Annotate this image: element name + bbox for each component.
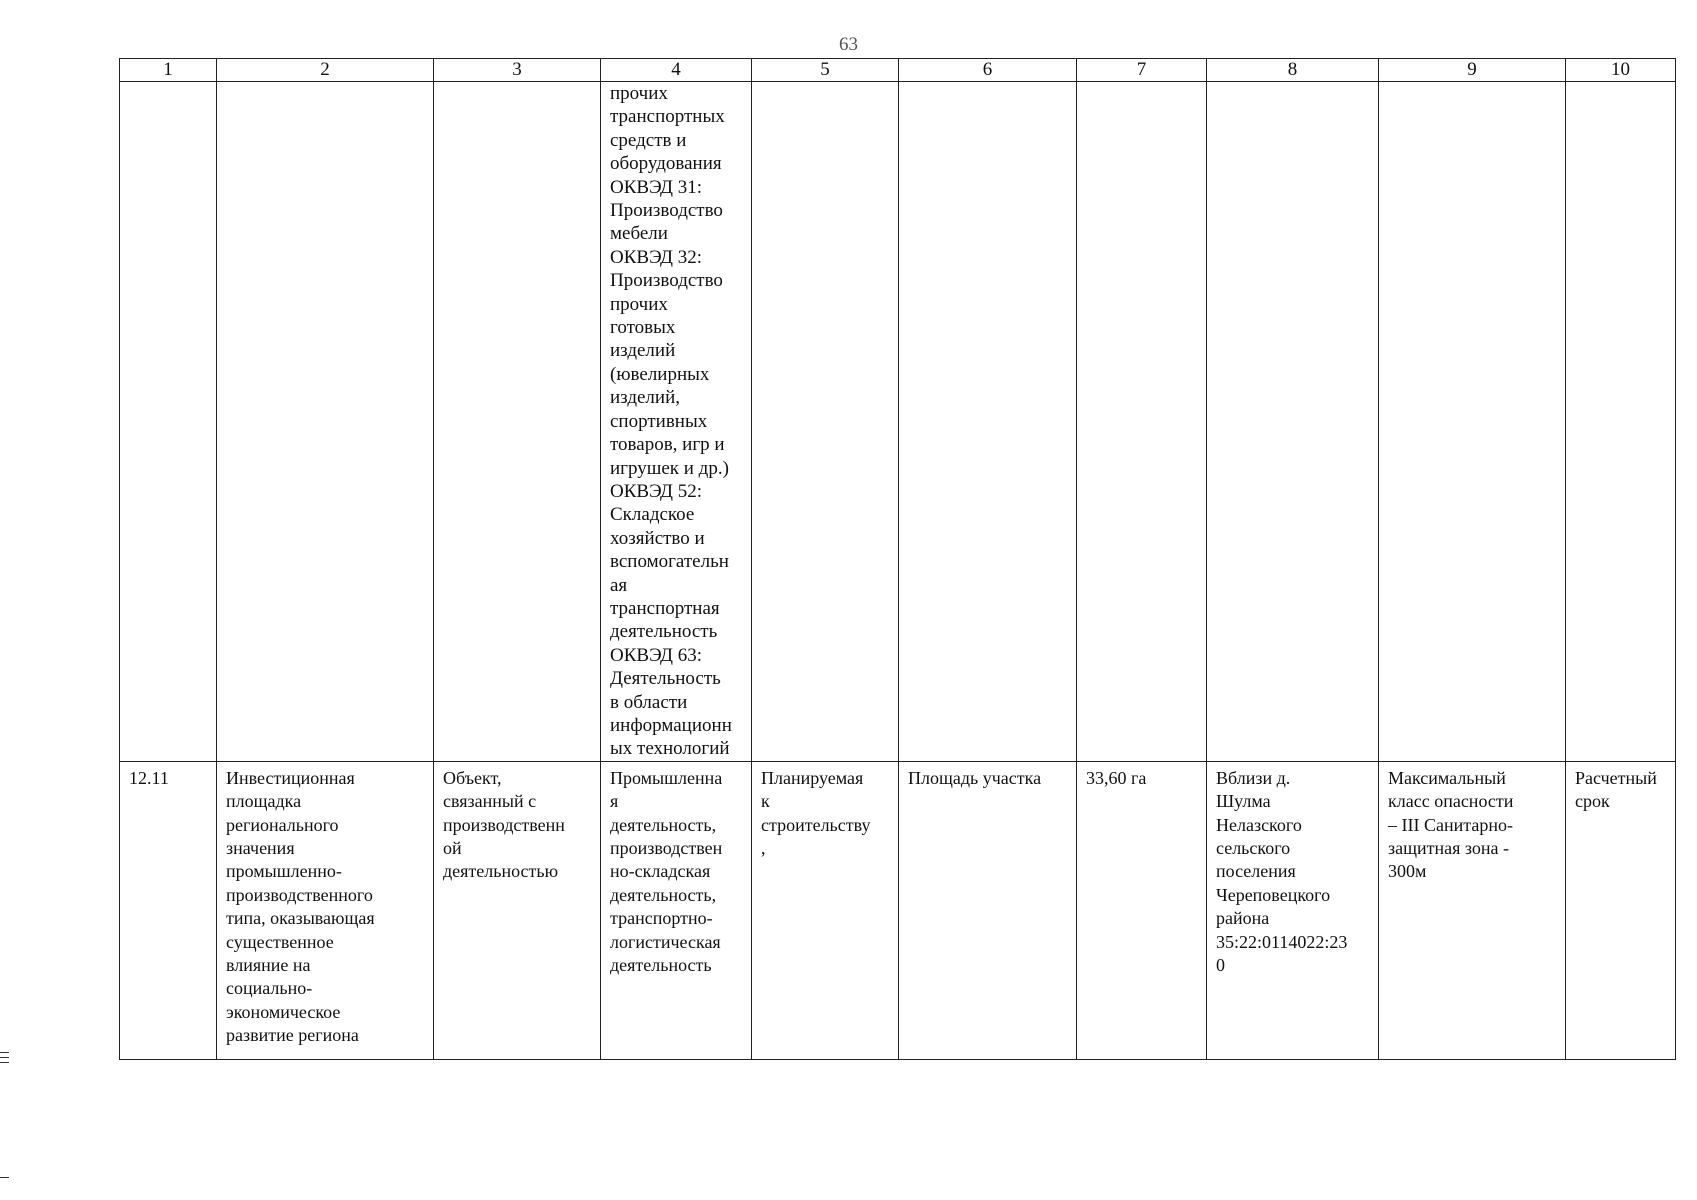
- cell-line: ОКВЭД 32:: [610, 246, 703, 268]
- header-cell-1: 1: [120, 59, 217, 82]
- cell-line: ой: [443, 838, 462, 858]
- cell-line: в области: [610, 691, 688, 713]
- cell-line: класс опасности: [1388, 791, 1514, 812]
- cell-line: Производство: [610, 270, 723, 292]
- cell-line: но-складская: [610, 861, 711, 882]
- cell-line: развитие региона: [226, 1025, 359, 1046]
- term-cell: [1566, 761, 1676, 1059]
- cell-line: ОКВЭД 52:: [610, 480, 703, 502]
- cell-line: производственного: [226, 884, 373, 905]
- document-table: [119, 58, 1676, 1060]
- cell-line: спортивных: [610, 410, 708, 432]
- cell-line: площадка: [226, 791, 302, 812]
- cell-line: 0: [1216, 955, 1225, 976]
- cell-line: информационн: [610, 714, 732, 736]
- cell-line: игрушек и др.): [610, 457, 729, 479]
- table-cell: [217, 82, 434, 762]
- header-cell-4: 4: [601, 59, 752, 82]
- cell-line: значения: [226, 838, 295, 858]
- cell-line: транспортная: [610, 597, 720, 619]
- cell-line: Шулма: [1216, 791, 1271, 812]
- cell-line: Деятельность: [610, 668, 721, 690]
- margin-tick: [0, 1177, 9, 1178]
- cell-line: транспортных: [610, 106, 725, 128]
- cell-line: ОКВЭД 63:: [610, 644, 703, 666]
- object-type-cell: [434, 761, 601, 1059]
- cell-line: изделий: [610, 340, 676, 362]
- cell-line: экономическое: [226, 1001, 341, 1022]
- cell-line: влияние на: [226, 955, 311, 976]
- cell-line: прочих: [610, 83, 668, 104]
- cell-line: деятельность,: [610, 814, 717, 835]
- cell-line: защитная зона -: [1388, 838, 1509, 858]
- margin-tick: [0, 1062, 9, 1063]
- cell-line: существенное: [226, 931, 334, 952]
- cell-line: товаров, игр и: [610, 434, 725, 456]
- cell-line: вспомогательн: [610, 551, 729, 573]
- okved-activity-cell: [601, 82, 752, 762]
- cell-line: строительству: [761, 814, 871, 835]
- cell-line: ая: [610, 574, 628, 596]
- cell-line: ,: [761, 838, 766, 858]
- table-row-continuation: [120, 82, 1676, 762]
- cell-line: регионального: [226, 814, 339, 835]
- header-row: [120, 59, 1676, 82]
- cell-line: ых технологий: [610, 738, 730, 760]
- cell-line: деятельность: [610, 955, 712, 976]
- cell-line: Промышленна: [610, 767, 723, 788]
- table-cell: [1207, 82, 1379, 762]
- cell-line: Расчетный: [1575, 767, 1657, 788]
- object-name-cell: [217, 761, 434, 1059]
- cell-line: логистическая: [610, 931, 721, 952]
- cell-line: Максимальный: [1388, 767, 1506, 788]
- margin-tick: [0, 1057, 9, 1058]
- page-number: 63: [839, 34, 858, 55]
- cell-line: деятельностью: [443, 861, 559, 882]
- table-cell: [120, 82, 217, 762]
- cell-line: сельского: [1216, 838, 1291, 858]
- header-cell-2: 2: [217, 59, 434, 82]
- cell-line: готовых: [610, 317, 676, 339]
- cell-line: промышленно-: [226, 861, 342, 882]
- header-cell-8: 8: [1207, 59, 1379, 82]
- table-cell: [434, 82, 601, 762]
- location-cell: [1207, 761, 1379, 1059]
- binding-margin-marks: [0, 1052, 12, 1067]
- cell-line: связанный с: [443, 791, 537, 812]
- cell-line: транспортно-: [610, 908, 713, 929]
- header-cell-9: 9: [1379, 59, 1566, 82]
- cell-line: Складское: [610, 504, 695, 526]
- table-cell: [1077, 82, 1207, 762]
- header-cell-3: 3: [434, 59, 601, 82]
- cell-line: средств и: [610, 129, 687, 151]
- cell-line: Инвестиционная: [226, 767, 355, 788]
- cell-line: типа, оказывающая: [226, 908, 375, 929]
- cell-line: Планируемая: [761, 767, 864, 788]
- table-cell: [899, 82, 1077, 762]
- cell-line: социально-: [226, 978, 313, 999]
- cell-line: Производство: [610, 200, 723, 222]
- cell-line: (ювелирных: [610, 363, 710, 385]
- table-cell: [1379, 82, 1566, 762]
- parameter-cell: Площадь участка: [899, 761, 1077, 1059]
- cell-line: Череповецкого: [1216, 884, 1331, 905]
- cell-line: прочих: [610, 293, 668, 315]
- row-number-cell: 12.11: [120, 761, 217, 1059]
- cell-line: – III Санитарно-: [1388, 814, 1513, 835]
- table-cell: [752, 82, 899, 762]
- header-cell-7: 7: [1077, 59, 1207, 82]
- cell-line: 35:22:0114022:23: [1216, 931, 1348, 952]
- status-cell: [752, 761, 899, 1059]
- cell-line: производствен: [610, 838, 723, 858]
- cell-line: я: [610, 791, 619, 812]
- cell-line: мебели: [610, 223, 668, 245]
- cell-line: Объект,: [443, 767, 502, 788]
- cell-line: района: [1216, 908, 1270, 929]
- cell-line: срок: [1575, 791, 1610, 812]
- cell-line: ОКВЭД 31:: [610, 176, 703, 198]
- cell-line: оборудования: [610, 153, 722, 175]
- activity-cell: [601, 761, 752, 1059]
- cell-line: деятельность: [610, 621, 718, 643]
- header-cell-5: 5: [752, 59, 899, 82]
- table-row-12-11: [120, 761, 1676, 1059]
- header-cell-10: 10: [1566, 59, 1676, 82]
- cell-line: изделий,: [610, 387, 680, 409]
- cell-line: 300м: [1388, 861, 1427, 882]
- cell-line: Нелазского: [1216, 814, 1302, 835]
- cell-line: Вблизи д.: [1216, 767, 1291, 788]
- cell-line: к: [761, 791, 770, 812]
- header-cell-6: 6: [899, 59, 1077, 82]
- table-cell: [1566, 82, 1676, 762]
- hazard-zone-cell: [1379, 761, 1566, 1059]
- margin-tick: [0, 1052, 9, 1053]
- cell-line: деятельность,: [610, 884, 717, 905]
- cell-line: поселения: [1216, 861, 1296, 882]
- cell-line: хозяйство и: [610, 527, 705, 549]
- cell-line: производственн: [443, 814, 565, 835]
- area-value-cell: 33,60 га: [1077, 761, 1207, 1059]
